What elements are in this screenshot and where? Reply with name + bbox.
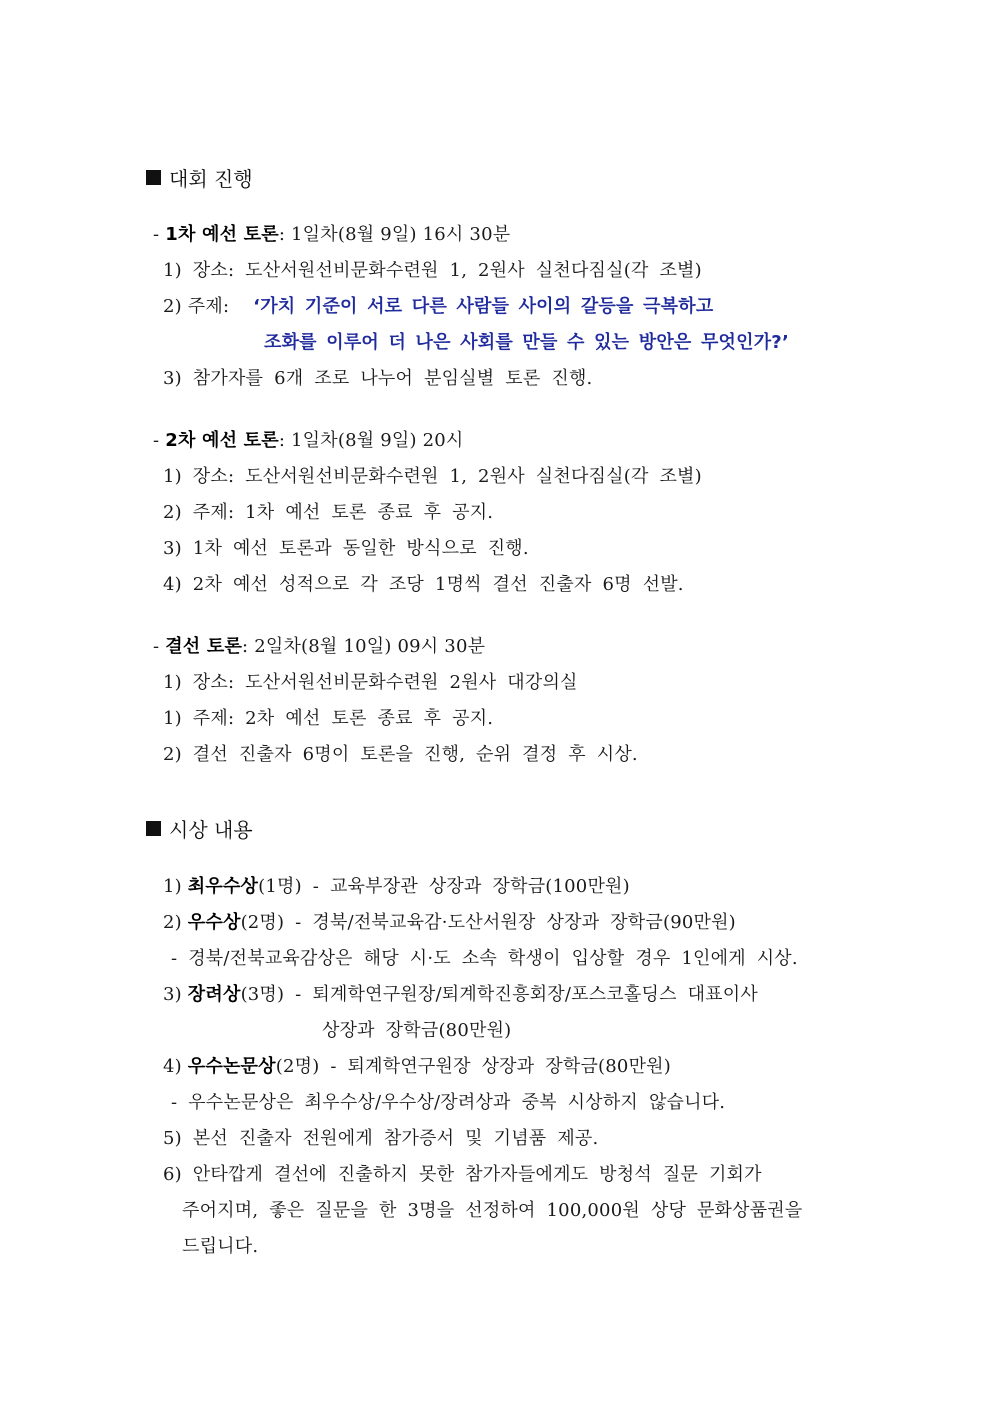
final-time: : 2일차(8월 10일) 09시 30분 xyxy=(242,636,486,657)
round1-item-method: 3) 참가자를 6개 조로 나누어 분임실별 토론 진행. xyxy=(163,368,593,389)
round2-label: 2차 예선 토론 xyxy=(165,430,279,451)
round2-item: 2) 주제: 1차 예선 토론 종료 후 공지. xyxy=(163,502,494,523)
final-item: 1) 주제: 2차 예선 토론 종료 후 공지. xyxy=(163,708,494,729)
round2-time: : 1일차(8월 9일) 20시 xyxy=(278,430,464,451)
award-question-line1: 6) 안타깝게 결선에 진출하지 못한 참가자들에게도 방청석 질문 기회가 xyxy=(163,1164,762,1185)
award-paper: 4) 우수논문상(2명) - 퇴계학연구원장 상장과 장학금(80만원) xyxy=(163,1056,671,1077)
square-bullet-icon xyxy=(146,170,161,185)
section-heading-awards xyxy=(146,814,253,843)
round1-label: 1차 예선 토론 xyxy=(165,224,279,245)
round1-item-place: 1) 장소: 도산서원선비문화수련원 1, 2원사 실천다짐실(각 조별) xyxy=(163,260,702,281)
round1-theme-line2-wrap xyxy=(264,331,789,355)
award-name: 최우수상 xyxy=(187,876,259,897)
final-header: - 결선 토론: 2일차(8월 10일) 09시 30분 xyxy=(153,636,486,657)
award-paper-note: - 우수논문상은 최우수상/우수상/장려상과 중복 시상하지 않습니다. xyxy=(171,1092,726,1113)
award-name: 우수상 xyxy=(187,912,241,933)
round1-theme-line1: ‘가치 기준이 서로 다른 사람들 사이의 갈등을 극복하고 xyxy=(253,296,714,317)
round1-header: - 1차 예선 토론: 1일차(8월 9일) 16시 30분 xyxy=(153,224,511,245)
round1-item-theme: 2) 주제: ‘가치 기준이 서로 다른 사람들 사이의 갈등을 극복하고 xyxy=(163,296,714,317)
round2-item: 4) 2차 예선 성적으로 각 조당 1명씩 결선 진출자 6명 선발. xyxy=(163,574,684,595)
award-name: 우수논문상 xyxy=(187,1056,276,1077)
award-grand: 1) 최우수상(1명) - 교육부장관 상장과 장학금(100만원) xyxy=(163,876,630,897)
round2-item: 3) 1차 예선 토론과 동일한 방식으로 진행. xyxy=(163,538,529,559)
section-title: 대회 진행 xyxy=(169,167,253,191)
round2-header: - 2차 예선 토론: 1일차(8월 9일) 20시 xyxy=(153,430,464,451)
round2-item: 1) 장소: 도산서원선비문화수련원 1, 2원사 실천다짐실(각 조별) xyxy=(163,466,702,487)
award-question-line2: 주어지며, 좋은 질문을 한 3명을 선정하여 100,000원 상당 문화상품권을 xyxy=(182,1200,803,1221)
round1-theme-line2: 조화를 이루어 더 나은 사회를 만들 수 있는 방안은 무엇인가?’ xyxy=(264,332,789,353)
final-item: 2) 결선 진출자 6명이 토론을 진행, 순위 결정 후 시상. xyxy=(163,744,638,765)
award-participation: 5) 본선 진출자 전원에게 참가증서 및 기념품 제공. xyxy=(163,1128,599,1149)
round1-time: : 1일차(8월 9일) 16시 30분 xyxy=(278,224,511,245)
section-title: 시상 내용 xyxy=(169,818,253,842)
award-name: 장려상 xyxy=(187,984,241,1005)
award-excellence-note: - 경북/전북교육감상은 해당 시·도 소속 학생이 입상할 경우 1인에게 시상. xyxy=(171,948,798,969)
final-label: 결선 토론 xyxy=(165,636,243,657)
award-excellence: 2) 우수상(2명) - 경북/전북교육감·도산서원장 상장과 장학금(90만원) xyxy=(163,912,736,933)
square-bullet-icon xyxy=(146,821,161,836)
award-encouragement: 3) 장려상(3명) - 퇴계학연구원장/퇴계학진흥회장/포스코홀딩스 대표이사 xyxy=(163,984,758,1005)
section-heading-progress xyxy=(146,163,253,192)
award-question-line3: 드립니다. xyxy=(182,1236,259,1257)
final-item: 1) 장소: 도산서원선비문화수련원 2원사 대강의실 xyxy=(163,672,578,693)
award-encouragement-cont: 상장과 장학금(80만원) xyxy=(322,1020,512,1041)
